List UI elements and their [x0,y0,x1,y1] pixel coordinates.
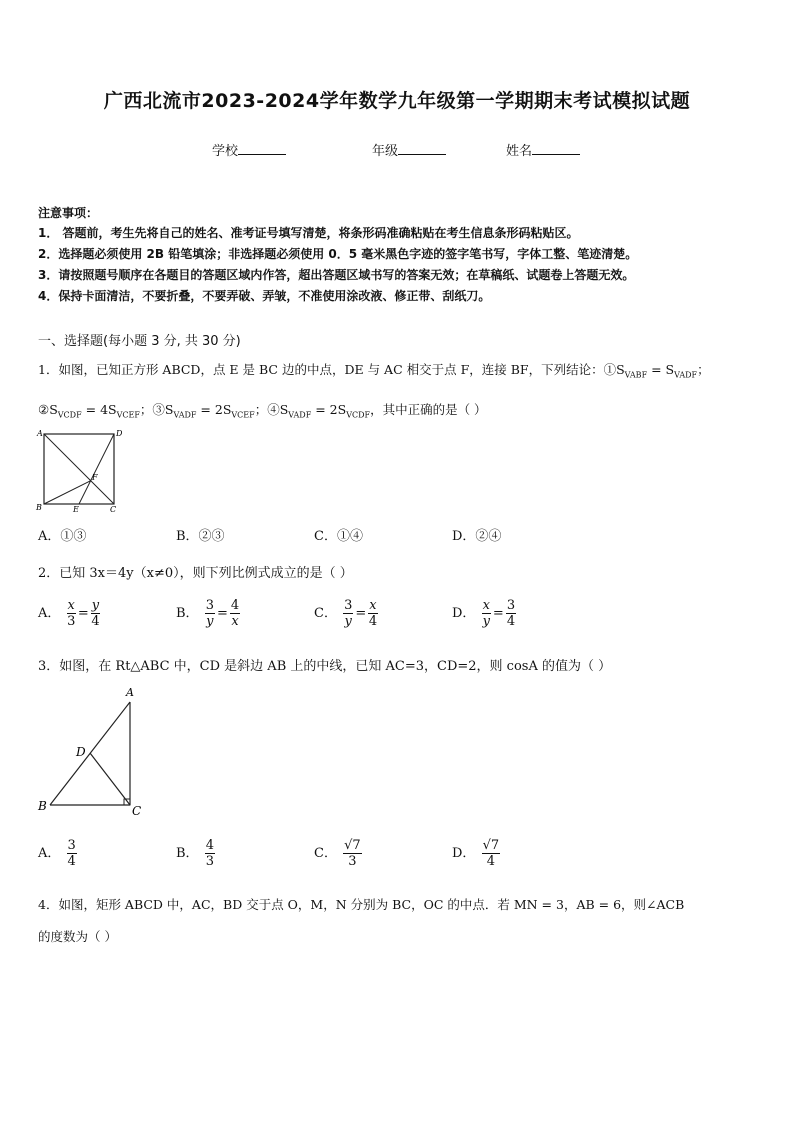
grade-blank[interactable] [398,142,446,155]
name-field [506,140,580,159]
label-a: A [37,429,43,438]
q2-option-b[interactable]: B． $\frac{3}{y}$ = $\frac{4}{x}$ [176,598,240,629]
q4-line1: 4．如图，矩形 ABCD 中，AC，BD 交于点 O，M，N 分别为 BC，OC 的中点．若 MN = 3，AB = 6，则∠ACB [38,897,685,912]
school-field [212,140,286,159]
label-c: C [132,804,142,818]
label-d: D [76,745,86,759]
q3-option-c[interactable]: C． $\frac{√7}{3}$ [314,838,361,869]
school-label: 学校 [212,144,239,159]
label-f: F [92,473,98,482]
q2-option-a[interactable]: A． $\frac{x}{3}$ = $\frac{y}{4}$ [38,598,100,629]
note-item: 3．请按照题号顺序在各题目的答题区域内作答，超出答题区域书写的答案无效；在草稿纸、试题卷上答题无效。 [38,268,635,282]
q3-triangle-figure [32,682,152,822]
q2-text: 2．已知 3x＝4y（x≠0），则下列比例式成立的是（ ） [38,566,353,581]
q4-line2: 的度数为（ ） [38,929,117,944]
q3-text: 3．如图，在 Rt△ABC 中，CD 是斜边 AB 上的中线，已知 AC=3，CD=2，则 cosA 的值为（ ） [38,659,612,674]
page-title: 广西北流市2023-2024学年数学九年级第一学期期末考试模拟试题 [103,90,691,112]
q3-option-a[interactable]: A． $\frac{3}{4}$ [38,838,76,869]
label-c: C [110,505,117,514]
note-item: 4．保持卡面清洁，不要折叠，不要弄破、弄皱，不准使用涂改液、修正带、刮纸刀。 [38,289,491,303]
q1-line2: $②S_{VCDF} = 4S_{VCEF}$；$③S_{VADF} = 2S_{VCEF}$；$④S_{VADF} = 2S_{VCDF}$，其中正确的是（ ） [38,402,487,420]
note-item: 2．选择题必须使用 2B 铅笔填涂；非选择题必须使用 0．5 毫米黑色字迹的签字笔书写，字体工整、笔迹清楚。 [38,247,638,261]
name-label: 姓名 [506,144,533,159]
q1-line1: 1．如图，已知正方形 ABCD，点 E 是 BC 边的中点，DE 与 AC 相交于点 F，连接 BF，下列结论：$①S_{VABF} = S_{VADF}$； [38,362,710,380]
label-b: B [38,799,47,813]
label-b: B [36,503,42,512]
label-a: A [126,686,134,699]
q1-option-c[interactable]: C．①④ [314,529,363,544]
q1-option-d[interactable]: D．②④ [452,529,502,544]
q3-option-d[interactable]: D． $\frac{√7}{4}$ [452,838,500,869]
q2-option-d[interactable]: D． $\frac{x}{y}$ = $\frac{3}{4}$ [452,598,516,629]
school-blank[interactable] [238,142,286,155]
q1-option-b[interactable]: B．②③ [176,529,225,544]
label-d: D [116,429,123,438]
grade-field [372,140,446,159]
q3-option-b[interactable]: B． $\frac{4}{3}$ [176,838,214,869]
grade-label: 年级 [372,144,399,159]
label-e: E [73,505,79,514]
q2-option-c[interactable]: C． $\frac{3}{y}$ = $\frac{x}{4}$ [314,598,378,629]
q1-option-a[interactable]: A．①③ [38,529,87,544]
notes-heading: 注意事项： [38,206,99,220]
q1-square-figure [34,426,126,514]
section-heading: 一、选择题(每小题 3 分, 共 30 分) [38,334,241,349]
note-item: 1． 答题前，考生先将自己的姓名、准考证号填写清楚，将条形码准确粘贴在考生信息条形码粘贴区。 [38,226,579,240]
name-blank[interactable] [532,142,580,155]
